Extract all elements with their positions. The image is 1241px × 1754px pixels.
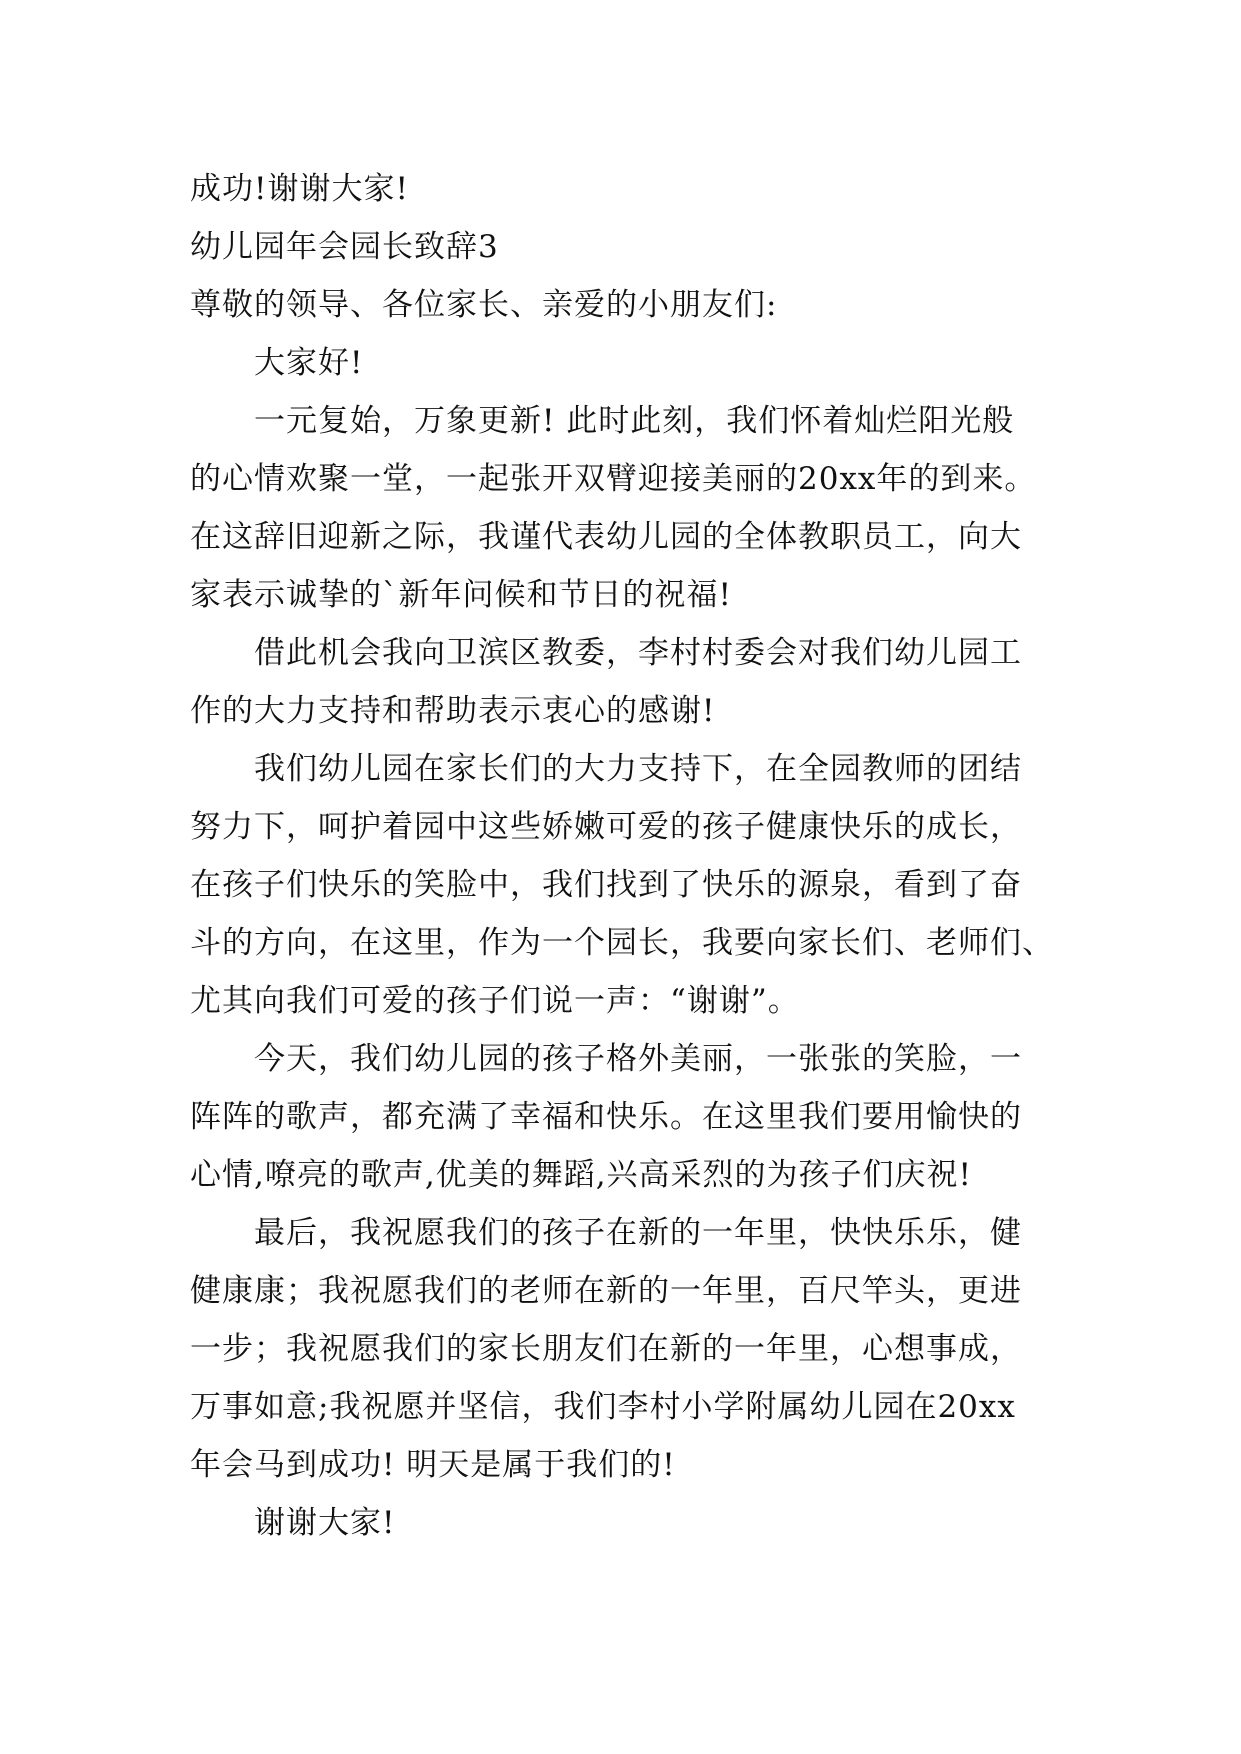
paragraph-4-line-2: 阵阵的歌声，都充满了幸福和快乐。在这里我们要用愉快的 [190, 1099, 1022, 1135]
greeting: 大家好! [254, 345, 364, 381]
paragraph-5-line-2: 健康康；我祝愿我们的老师在新的一年里，百尺竿头，更进 [190, 1273, 1022, 1309]
paragraph-3-line-5: 尤其向我们可爱的孩子们说一声：“谢谢”。 [190, 983, 800, 1019]
closing-line: 谢谢大家! [254, 1505, 396, 1541]
paragraph-2-line-1: 借此机会我向卫滨区教委，李村村委会对我们幼儿园工 [254, 635, 1022, 671]
paragraph-3-line-3: 在孩子们快乐的笑脸中，我们找到了快乐的源泉，看到了奋 [190, 867, 1022, 903]
paragraph-4-line-3: 心情,嘹亮的歌声,优美的舞蹈,兴高采烈的为孩子们庆祝! [190, 1157, 973, 1193]
paragraph-2-line-2: 作的大力支持和帮助表示衷心的感谢! [190, 693, 716, 729]
paragraph-1-line-1: 一元复始，万象更新! 此时此刻，我们怀着灿烂阳光般 [254, 403, 1015, 439]
paragraph-3-line-1: 我们幼儿园在家长们的大力支持下，在全园教师的团结 [254, 751, 1022, 787]
paragraph-5-line-3: 一步；我祝愿我们的家长朋友们在新的一年里，心想事成， [190, 1331, 1022, 1367]
salutation: 尊敬的领导、各位家长、亲爱的小朋友们: [190, 287, 778, 323]
paragraph-1-line-3: 在这辞旧迎新之际，我谨代表幼儿园的全体教职员工，向大 [190, 519, 1022, 555]
paragraph-3-line-2: 努力下，呵护着园中这些娇嫩可爱的孩子健康快乐的成长， [190, 809, 1022, 845]
paragraph-1-line-2: 的心情欢聚一堂，一起张开双臂迎接美丽的20xx年的到来。 [190, 461, 1037, 497]
document-title: 幼儿园年会园长致辞3 [190, 229, 499, 265]
paragraph-5-line-1: 最后，我祝愿我们的孩子在新的一年里，快快乐乐，健 [254, 1215, 1022, 1251]
text-line-1: 成功!谢谢大家! [190, 171, 409, 207]
document-body [190, 160, 1054, 1552]
paragraph-5-line-5: 年会马到成功! 明天是属于我们的! [190, 1447, 676, 1483]
paragraph-5-line-4: 万事如意;我祝愿并坚信，我们李村小学附属幼儿园在20xx [190, 1389, 1016, 1425]
paragraph-4-line-1: 今天，我们幼儿园的孩子格外美丽，一张张的笑脸，一 [254, 1041, 1022, 1077]
paragraph-1-line-4: 家表示诚挚的`新年问候和节日的祝福! [190, 577, 732, 613]
paragraph-3-line-4: 斗的方向，在这里，作为一个园长，我要向家长们、老师们、 [190, 925, 1054, 961]
